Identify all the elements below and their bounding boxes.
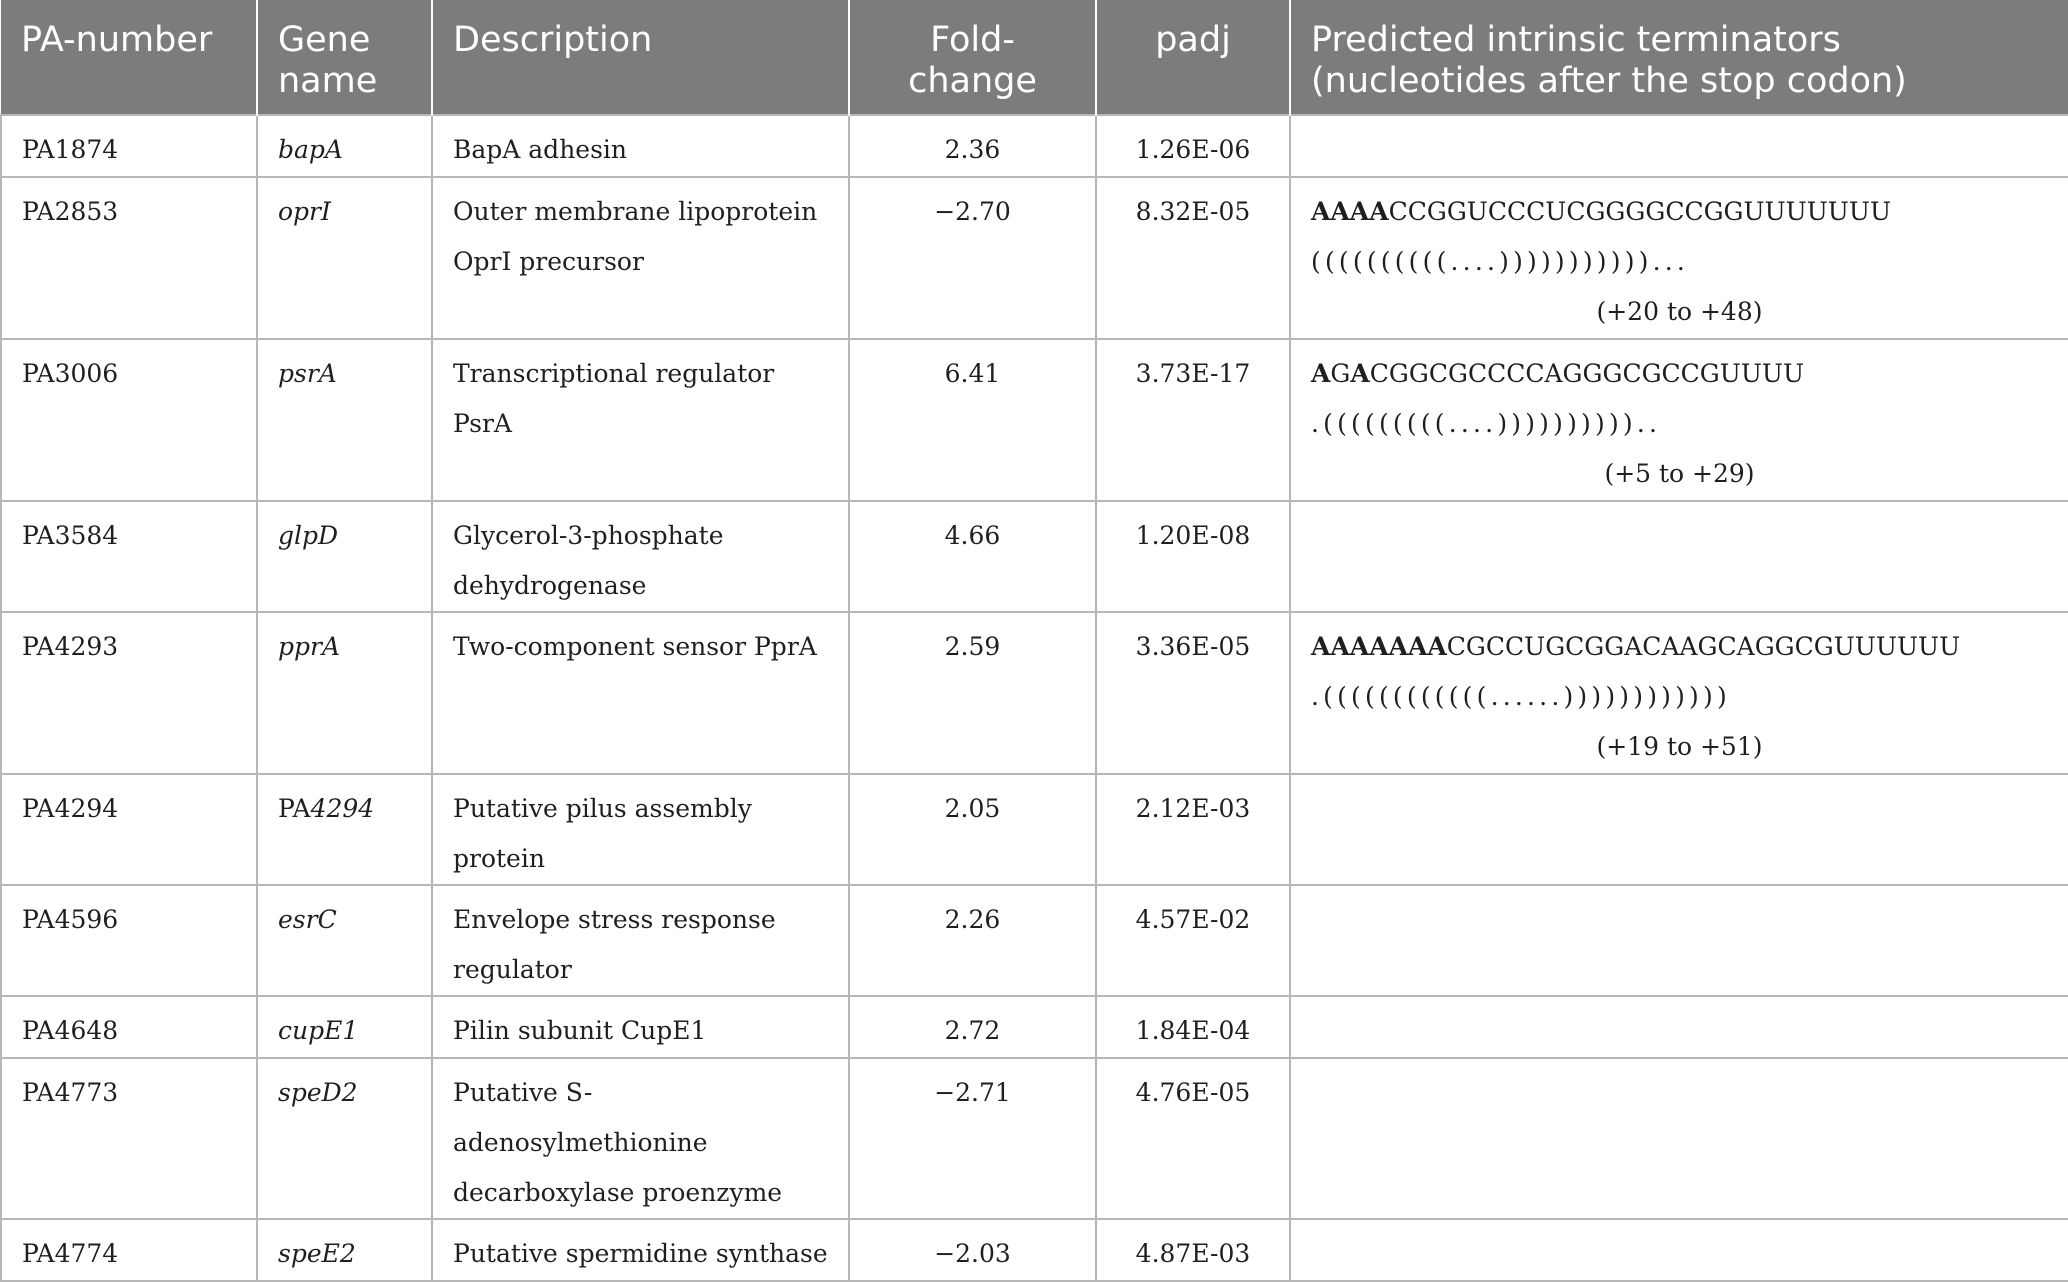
terminator-cell [1290,501,2068,612]
pa-number-cell: PA4293 [1,612,257,774]
pa-number-cell: PA3006 [1,339,257,501]
table-row [1,885,2068,996]
description-cell: Putative spermidine synthase [432,1219,849,1281]
terminator-bold-prefix: AAAA [1311,197,1389,226]
description-cell: Envelope stress response regulator [432,885,849,996]
gene-name-cell: bapA [257,115,432,177]
pa-number-cell: PA1874 [1,115,257,177]
table-row [1,774,2068,885]
pa-number-cell: PA2853 [1,177,257,339]
terminator-range: (+5 to +29) [1604,459,1755,488]
terminator-cell [1290,177,2068,339]
terminator-sequence [1311,197,1891,226]
terminator-sequence-rest: CGGCGCCCCAGGGCGCCGUUUU [1369,359,1805,388]
gene-name-cell: speE2 [257,1219,432,1281]
padj-cell: 4.76E-05 [1096,1058,1290,1219]
description-cell: Transcriptional regulator PsrA [432,339,849,501]
gene-name-cell: pprA [257,612,432,774]
description-cell: Two-component sensor PprA [432,612,849,774]
table-row [1,339,2068,501]
header-terminators: Predicted intrinsic terminators (nucleotides after the stop codon) [1290,0,2068,115]
table-row [1,612,2068,774]
terminator-cell [1290,1219,2068,1281]
gene-name-cell: speD2 [257,1058,432,1219]
terminator-cell [1290,339,2068,501]
padj-cell: 1.26E-06 [1096,115,1290,177]
terminator-structure: .((((((((((((......)))))))))))) [1311,682,1731,711]
table-row [1,996,2068,1058]
terminator-cell [1290,1058,2068,1219]
terminator-structure: .(((((((((....)))))))))).. [1311,409,1662,438]
table-body [1,115,2068,1281]
padj-cell: 1.20E-08 [1096,501,1290,612]
terminator-cell [1290,612,2068,774]
terminator-cell [1290,996,2068,1058]
fold-change-cell: −2.03 [849,1219,1096,1281]
fold-change-cell: 2.72 [849,996,1096,1058]
fold-change-cell: 2.05 [849,774,1096,885]
table-header [1,0,2068,115]
fold-change-cell: −2.71 [849,1058,1096,1219]
header-row [1,0,2068,115]
padj-cell: 1.84E-04 [1096,996,1290,1058]
fold-change-cell: 2.36 [849,115,1096,177]
table-row [1,1219,2068,1281]
gene-name-cell: psrA [257,339,432,501]
gene-name-cell [257,774,432,885]
padj-cell: 8.32E-05 [1096,177,1290,339]
fold-change-cell: 2.26 [849,885,1096,996]
terminator-bold-prefix: A [1311,359,1331,388]
gene-name-suffix: 4294 [310,794,375,823]
gene-name-cell: esrC [257,885,432,996]
terminator-sequence-rest: CGCCUGCGGACAAGCAGGCGUUUUUU [1446,632,1961,661]
gene-name-prefix: PA [278,794,311,823]
table-row [1,501,2068,612]
gene-name-cell: oprI [257,177,432,339]
terminator-bold-prefix: A [1350,359,1370,388]
terminator-structure: ((((((((((....)))))))))))... [1311,247,1690,276]
padj-cell: 4.87E-03 [1096,1219,1290,1281]
header-padj: padj [1096,0,1290,115]
padj-cell: 4.57E-02 [1096,885,1290,996]
fold-change-cell: 4.66 [849,501,1096,612]
padj-cell: 3.73E-17 [1096,339,1290,501]
terminator-cell [1290,885,2068,996]
description-cell: Putative pilus assembly protein [432,774,849,885]
fold-change-cell: 2.59 [849,612,1096,774]
table-row [1,1058,2068,1219]
header-description: Description [432,0,849,115]
description-cell: Outer membrane lipoprotein OprI precursor [432,177,849,339]
terminator-cell [1290,115,2068,177]
terminator-range: (+19 to +51) [1596,732,1763,761]
pa-number-cell: PA4596 [1,885,257,996]
fold-change-cell: −2.70 [849,177,1096,339]
description-cell: Pilin subunit CupE1 [432,996,849,1058]
header-gene-name: Gene name [257,0,432,115]
header-fold-change: Fold-change [849,0,1096,115]
header-pa-number: PA-number [1,0,257,115]
description-cell: Putative S-adenosylmethionine decarboxylase proenzyme [432,1058,849,1219]
description-cell: Glycerol-3-phosphate dehydrogenase [432,501,849,612]
terminator-range: (+20 to +48) [1596,297,1763,326]
gene-name-cell: glpD [257,501,432,612]
terminator-sequence [1311,359,1804,388]
pa-number-cell: PA4773 [1,1058,257,1219]
terminator-cell [1290,774,2068,885]
padj-cell: 3.36E-05 [1096,612,1290,774]
fold-change-cell: 6.41 [849,339,1096,501]
terminator-bold-prefix: AAAAAAA [1311,632,1447,661]
pa-number-cell: PA3584 [1,501,257,612]
table-row [1,177,2068,339]
terminator-sequence [1311,632,1960,661]
padj-cell: 2.12E-03 [1096,774,1290,885]
gene-name-cell: cupE1 [257,996,432,1058]
table-row [1,115,2068,177]
terminator-sequence-rest: CCGGUCCCUCGGGGCCGGUUUUUUU [1388,197,1892,226]
pa-number-cell: PA4648 [1,996,257,1058]
pa-number-cell: PA4294 [1,774,257,885]
terminator-sequence-mid: G [1330,359,1351,388]
pa-number-cell: PA4774 [1,1219,257,1281]
description-cell: BapA adhesin [432,115,849,177]
